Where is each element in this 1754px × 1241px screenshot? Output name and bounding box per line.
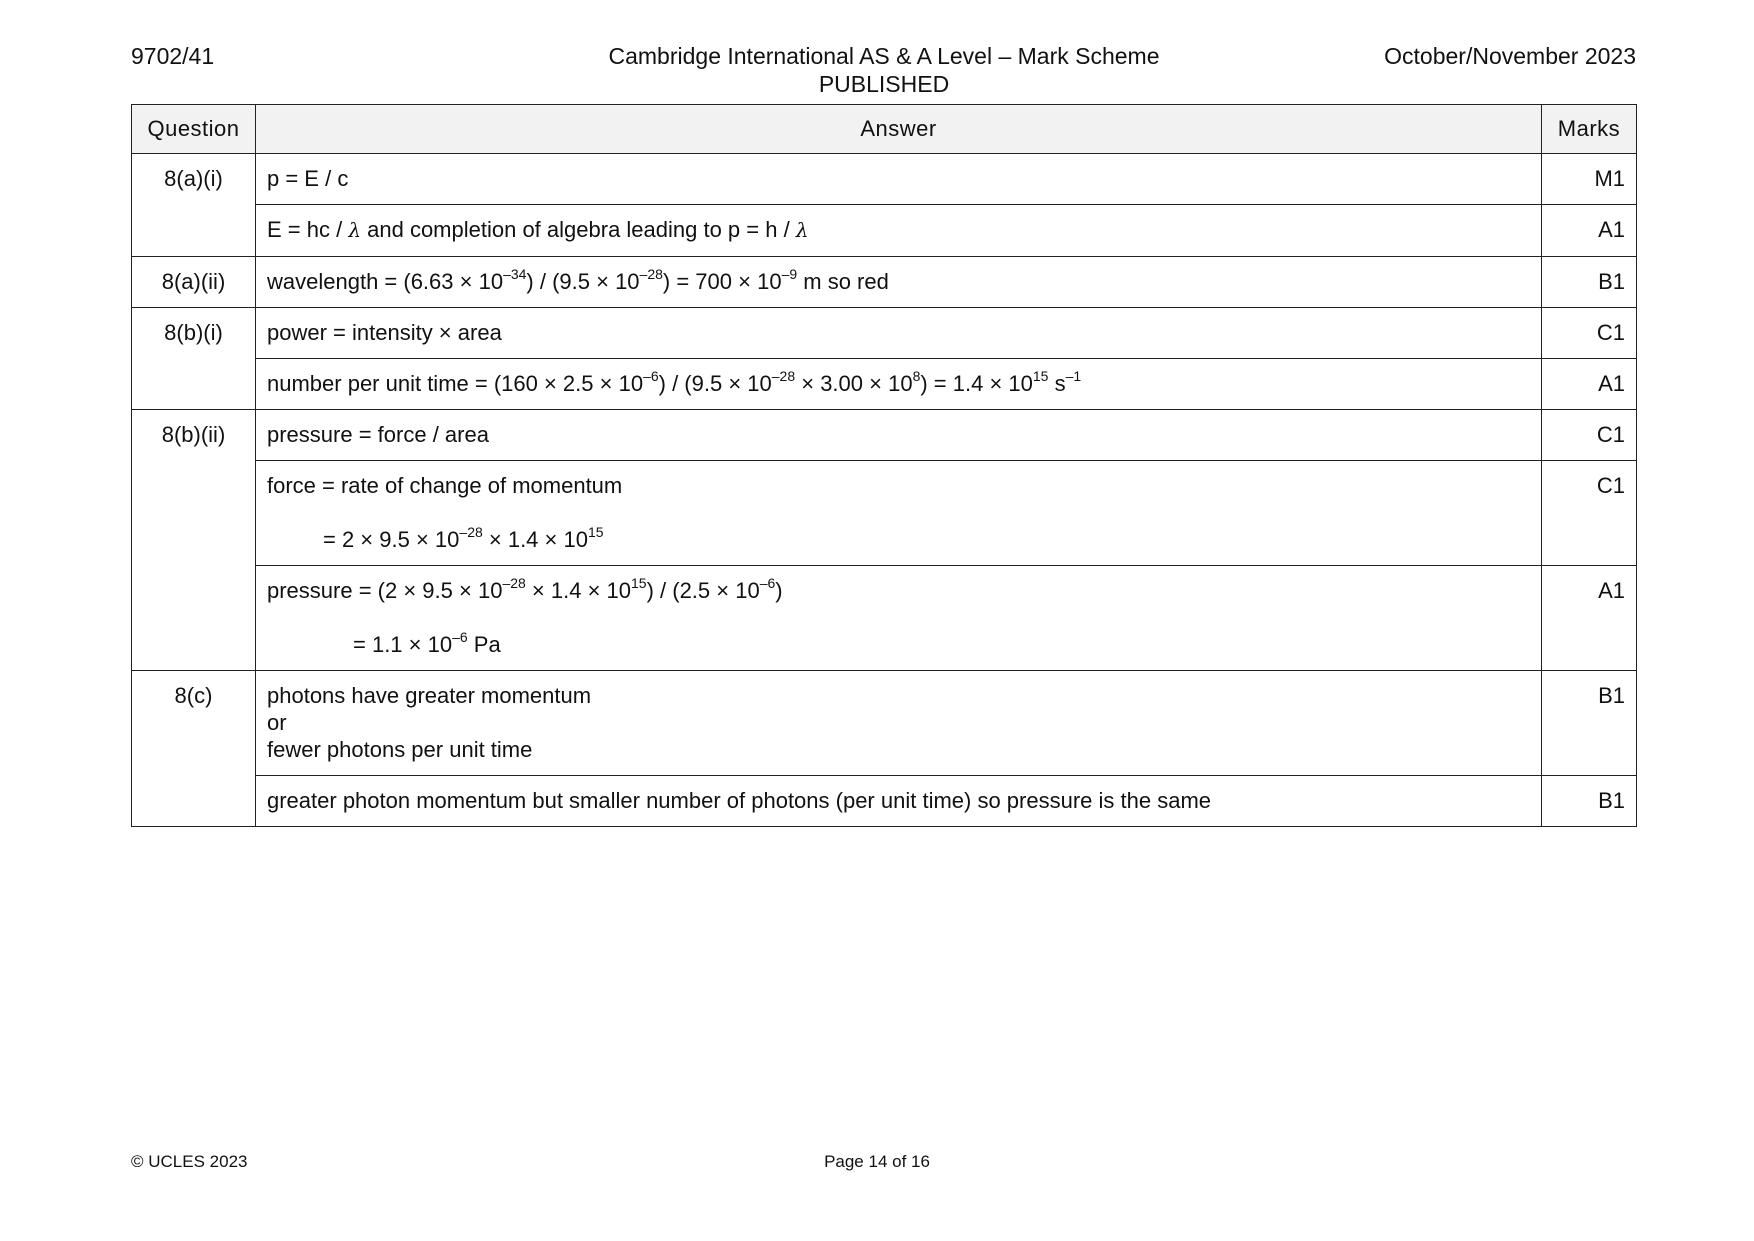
table-row: [132, 410, 1637, 461]
question-number: 8(b)(i): [132, 308, 256, 410]
copyright: © UCLES 2023: [131, 1152, 248, 1171]
question-column-header: Question: [132, 105, 256, 154]
answer-continuation: = $1.1 \times 10^{-6}$ Pa: [353, 628, 501, 657]
title-line: Cambridge International AS & A Level – Mark Scheme: [608, 43, 1160, 69]
answer-line: or: [267, 710, 287, 735]
answer-cell: wavelength = $(6.63 \times 10^{-34}) / (9.5 \times 10^{-28}) = 700 \times 10^{-9}$ m so red: [256, 257, 1542, 308]
mark-cell: A1: [1542, 205, 1637, 257]
mark-cell: M1: [1542, 154, 1637, 205]
question-number: 8(b)(ii): [132, 410, 256, 671]
table-row: [132, 359, 1637, 410]
answer-cell: E = hc / λ and completion of algebra leading to p = h / λ: [256, 205, 1542, 257]
mark-cell: C1: [1542, 410, 1637, 461]
mark-cell: A1: [1542, 359, 1637, 410]
answer-cell: [256, 671, 1542, 776]
page-number: Page 14 of 16: [824, 1152, 930, 1171]
table-row: [132, 257, 1637, 308]
table-row: [132, 776, 1637, 827]
table-row: [132, 154, 1637, 205]
mark-cell: C1: [1542, 461, 1637, 566]
answer-line: force = rate of change of momentum: [267, 473, 623, 498]
answer-cell: pressure = force / area: [256, 410, 1542, 461]
published-label: PUBLISHED: [818, 71, 950, 97]
table-row: [132, 671, 1637, 776]
table-header-row: [132, 105, 1637, 154]
table-row: [132, 205, 1637, 257]
question-number: 8(a)(ii): [132, 257, 256, 308]
answer-cell: p = E / c: [256, 154, 1542, 205]
answer-line: fewer photons per unit time: [267, 737, 533, 762]
answer-continuation: = $2 \times 9.5 \times 10^{-28} \times 1.4 \times 10^{15}$: [323, 523, 604, 552]
answer-column-header: Answer: [256, 105, 1542, 154]
answer-cell: power = intensity × area: [256, 308, 1542, 359]
mark-cell: A1: [1542, 566, 1637, 671]
table-row: [132, 308, 1637, 359]
mark-cell: C1: [1542, 308, 1637, 359]
mark-cell: B1: [1542, 776, 1637, 827]
question-number: 8(a)(i): [132, 154, 256, 257]
answer-line: pressure = $(2 \times 9.5 \times 10^{-28} \times 1.4 \times 10^{15}) / (2.5 \times 10^{-6})$: [267, 574, 783, 603]
answer-line: photons have greater momentum: [267, 683, 592, 708]
answer-cell: number per unit time = $(160 \times 2.5 \times 10^{-6}) / (9.5 \times 10^{-28} \times 3.00 \times 10^8) = 1.4 \times 10^{15}$ $s^{-1}$: [256, 359, 1542, 410]
answer-cell: greater photon momentum but smaller number of photons (per unit time) so pressure is the same: [256, 776, 1542, 827]
mark-cell: B1: [1542, 257, 1637, 308]
exam-session: October/November 2023: [1384, 43, 1636, 69]
table-row: [132, 461, 1637, 566]
mark-cell: B1: [1542, 671, 1637, 776]
table-row: [132, 566, 1637, 671]
question-number: 8(c): [132, 671, 256, 827]
marks-column-header: Marks: [1542, 105, 1637, 154]
answer-cell: [256, 461, 1542, 566]
answer-cell: [256, 566, 1542, 671]
mark-scheme-table: [131, 104, 1637, 827]
paper-code: 9702/41: [131, 43, 215, 69]
